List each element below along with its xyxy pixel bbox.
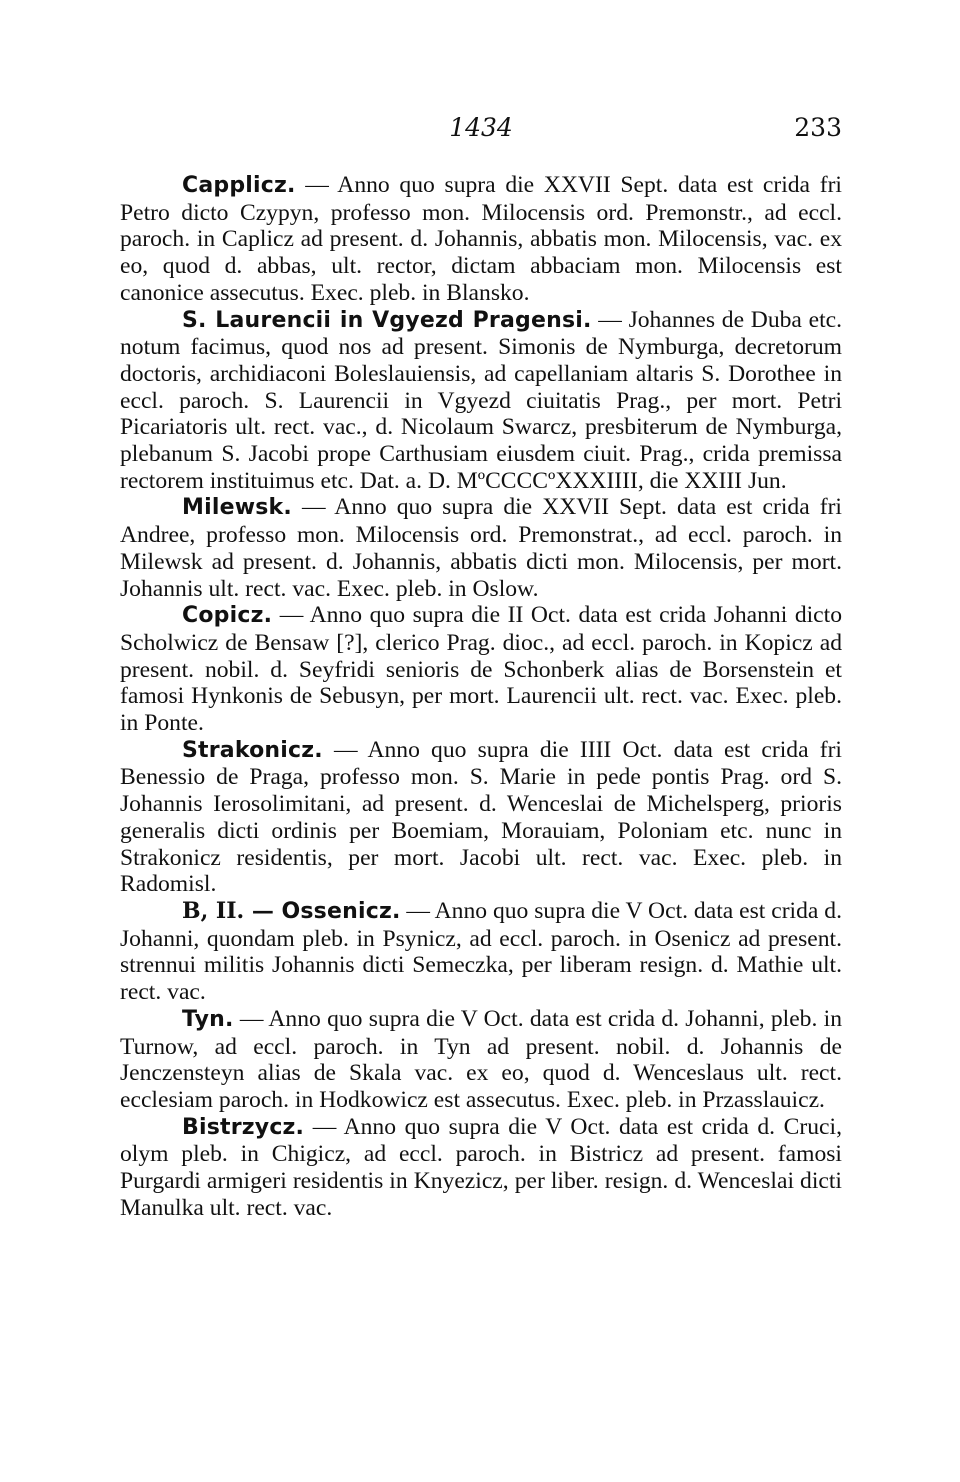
entry-text: — Anno quo supra die V Oct. data est crida d. Johanni, quondam pleb. in Psynicz, ad eccl. paroch. in Osenicz ad present. strennui militis Johannis dicti Semeczka, per liberam resign. d. Mathie ult. rect. vac.: [120, 897, 842, 1006]
running-header: [120, 113, 842, 145]
entry-heading: Ossenicz.: [281, 898, 401, 924]
entry-paragraph: [120, 737, 842, 898]
entry-paragraph: [120, 898, 842, 1006]
entry-text: — Anno quo supra die II Oct. data est crida Johanni dicto Scholwicz de Bensaw [?], clerico Prag. dioc., ad eccl. paroch. in Kopicz ad present. nobil. d. Seyfridi senioris de Schonberk alias de Borsenstein et famosi Hynkonis de Sebusyn, per mort. Laurencii ult. rect. vac. Exec. pleb. in Ponte.: [120, 602, 842, 737]
entry-text: — Anno quo supra die XXVII Sept. data est crida fri Petro dicto Czypyn, professo mon. Milocensis ord. Premonstr., ad eccl. paroch. in Caplicz ad present. d. Johannis, abbatis mon. Milocensis, vac. ex eo, quod d. abbas, ult. rector, dictam abbaciam mon. Milocensis est canonice assecutus. Exec. pleb. in Blansko.: [120, 172, 842, 306]
entry-paragraph: [120, 602, 842, 737]
entry-heading: Strakonicz.: [182, 737, 323, 763]
entry-text: — Anno quo supra die V Oct. data est crida d. Johanni, pleb. in Turnow, ad eccl. paroch. in Tyn ad present. nobil. d. Johannis de Jenczensteyn alias de Skala vac. ex eo, quod d. Wenceslaus ult. rect. ecclesiam paroch. in Hodkowicz est assecutus. Exec. pleb. in Przasslauicz.: [120, 1005, 842, 1113]
entry-section-marker: B, II. —: [182, 897, 282, 924]
entry-heading: Milewsk.: [182, 495, 292, 521]
page-number: 233: [794, 113, 842, 142]
entry-paragraph: [120, 1114, 842, 1222]
entry-paragraph: [120, 172, 842, 307]
entry-text: — Anno quo supra die V Oct. data est crida d. Cruci, olym pleb. in Chigicz, ad eccl. paroch. in Bistricz ad present. famosi Purgardi armigeri residentis in Knyezicz, per liber. resign. d. Wenceslai dicti Manulka ult. rect. vac.: [120, 1113, 842, 1221]
entry-heading: Tyn.: [182, 1006, 234, 1032]
header-year: 1434: [449, 113, 513, 142]
entry-heading: Copicz.: [182, 603, 273, 629]
entry-paragraph: [120, 1006, 842, 1114]
entry-paragraph: [120, 307, 842, 495]
entry-heading: S. Laurencii in Vgyezd Pragensi.: [182, 307, 592, 333]
entry-heading: Capplicz.: [182, 173, 296, 198]
entry-heading: Bistrzycz.: [182, 1114, 305, 1140]
entry-text: — Anno quo supra die IIII Oct. data est crida fri Benessio de Praga, professo mon. S. Marie in pede pontis Prag. ord S. Johannis Ierosolimitani, ad present. d. Wenceslai de Michelsperg, prioris generalis dicti ordinis per Boemiam, Morauiam, Poloniam etc. nunc in Strakonicz residentis, per mort. Jacobi ult. rect. vac. Exec. pleb. in Radomisl.: [120, 736, 842, 898]
entry-text: — Anno quo supra die XXVII Sept. data est crida fri Andree, professo mon. Milocensis ord. Premonstrat., ad eccl. paroch. in Milewsk ad present. d. Johannis, abbatis dicti mon. Milocensis, per mort. Johannis ult. rect. vac. Exec. pleb. in Oslow.: [120, 494, 842, 602]
entry-text: — Johannes de Duba etc. notum facimus, quod nos ad present. Simonis de Nymburga, decretorum doctoris, archidiaconi Boleslauiensis, ad capellaniam altaris S. Dorothee in eccl. paroch. S. Laurencii in Vgyezd ciuitatis Prag., per mort. Petri Picariatoris ult. rect. vac., d. Nicolaum Swarcz, presbiterum de Nymburga, plebanum S. Jacobi prope Carthusiam eiusdem ciuit. Prag., crida premissa rectorem instituimus etc. Dat. a. D. MºCCCCºXXXIIII, die XXIII Jun.: [120, 306, 842, 494]
entry-paragraph: [120, 494, 842, 602]
text-body: [120, 172, 842, 1221]
